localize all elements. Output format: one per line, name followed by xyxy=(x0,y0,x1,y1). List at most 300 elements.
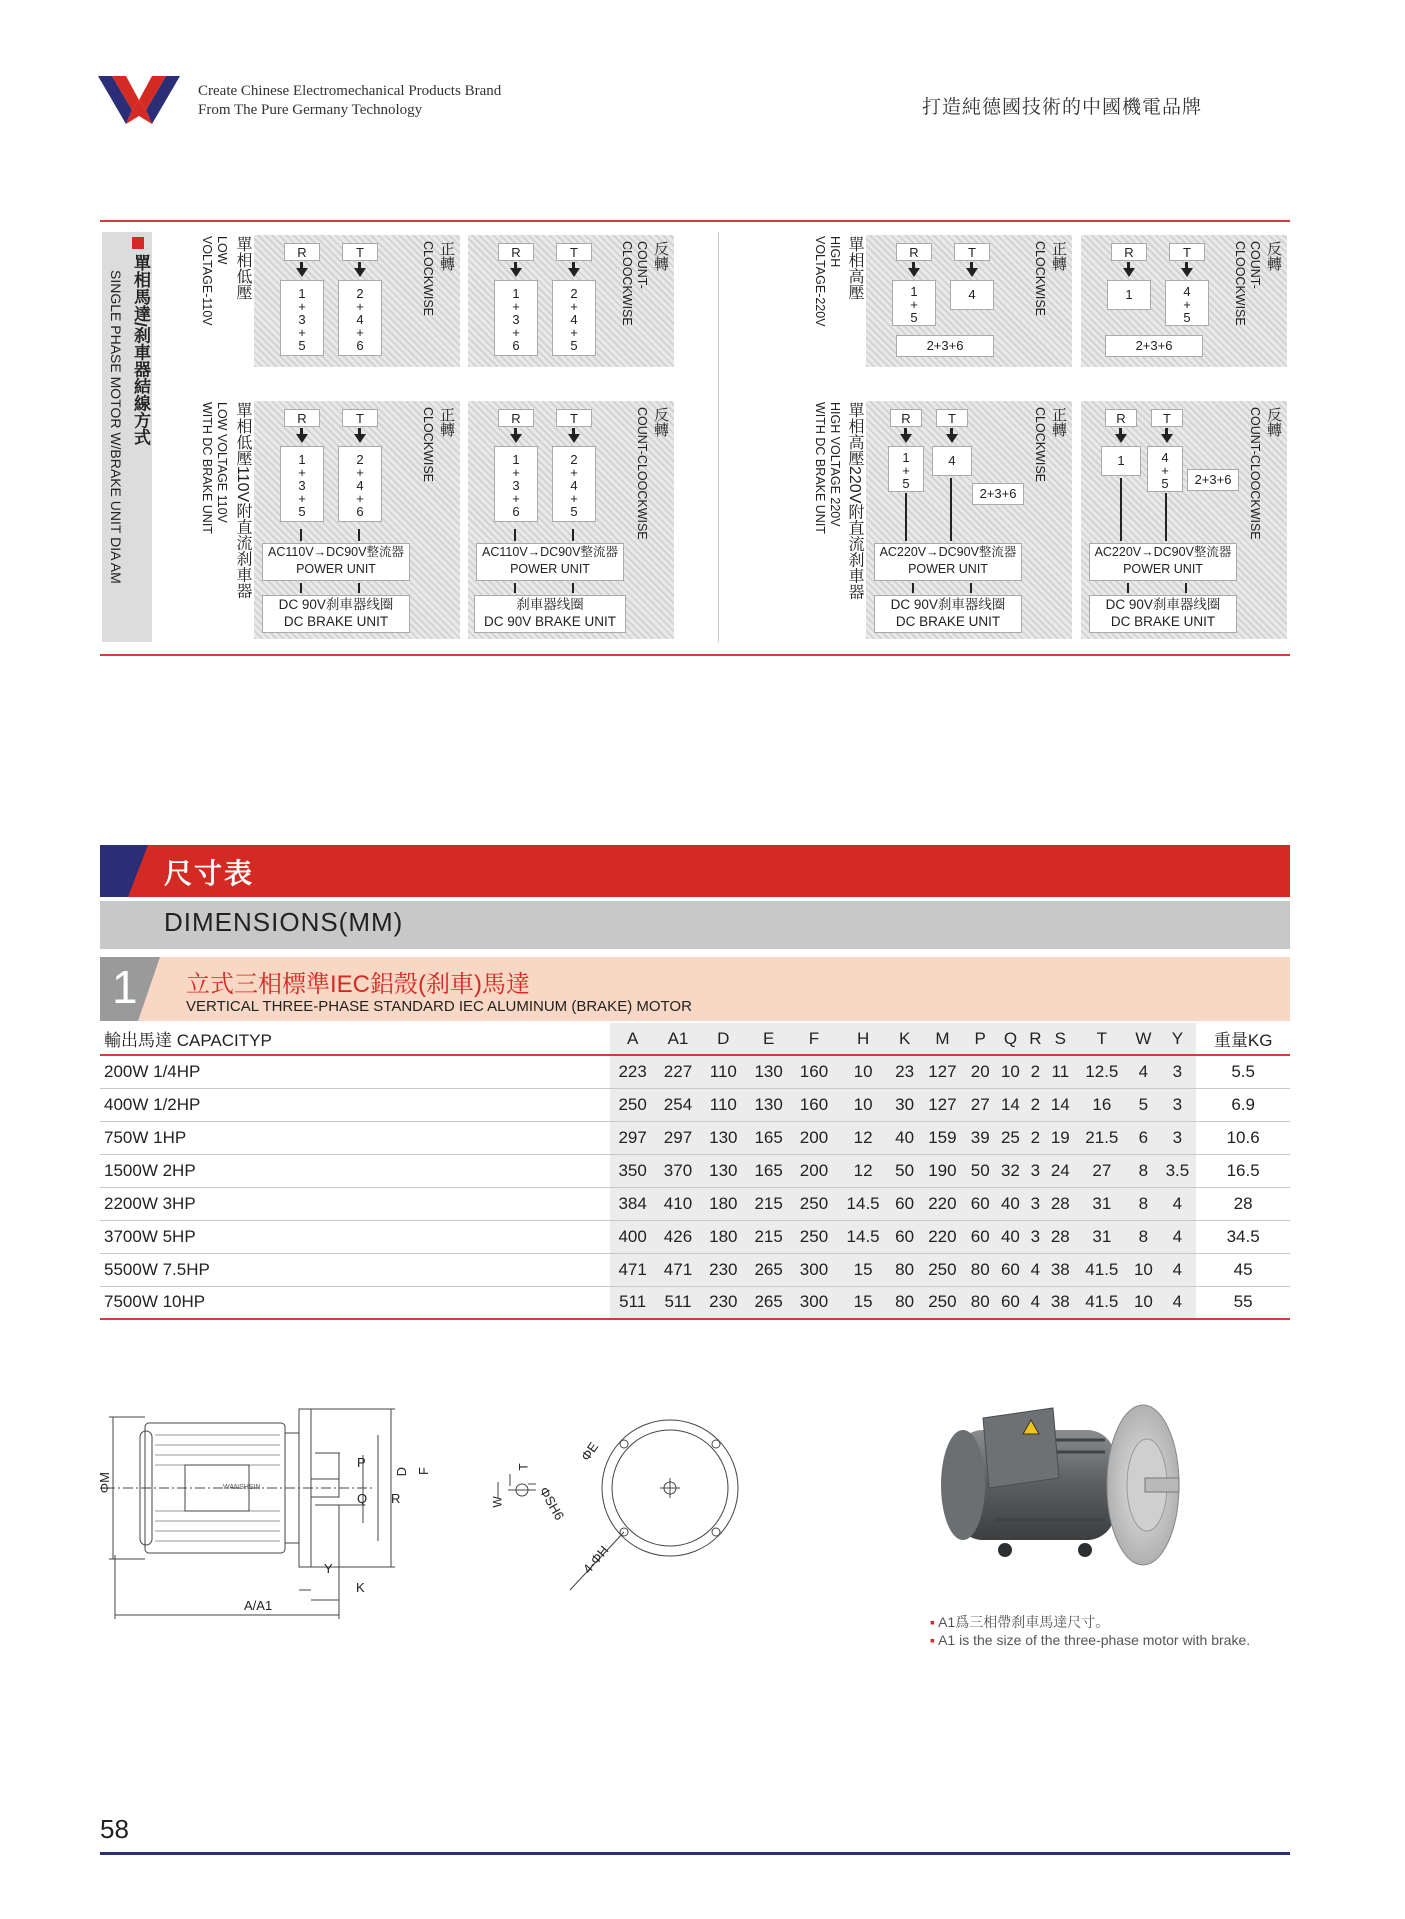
terminal-236: 2+3+6 xyxy=(1105,335,1203,357)
dim-cell: 4 xyxy=(1128,1055,1158,1088)
capacity-cell: 750W 1HP xyxy=(100,1121,610,1154)
col-header: K xyxy=(890,1023,920,1055)
dim-cell: 190 xyxy=(920,1154,965,1187)
terminal-136: 1+3+6 xyxy=(494,446,538,522)
cw-label-en: CLOCKWISE xyxy=(1033,241,1047,317)
terminal-r: R xyxy=(284,243,320,261)
power-unit-cn: AC220V→DC90V整流器 xyxy=(879,545,1017,559)
dimension-table xyxy=(100,1023,1290,1320)
capacity-cell: 2200W 3HP xyxy=(100,1187,610,1220)
wiring-panel-lv-ccw xyxy=(468,235,674,367)
power-unit-box xyxy=(262,543,410,581)
dim-cell: 20 xyxy=(965,1055,995,1088)
dim-cell: 80 xyxy=(890,1286,920,1319)
terminal-15: 1+5 xyxy=(892,280,936,326)
terminal-236: 2+3+6 xyxy=(896,335,994,357)
slogan-en xyxy=(198,82,501,120)
brand-plate: WANSHSIN xyxy=(223,1484,261,1491)
col-header: R xyxy=(1026,1023,1046,1055)
col-weight: 重量KG xyxy=(1196,1023,1290,1055)
note-en-item: ▪ A1 is the size of the three-phase motor with brake. xyxy=(930,1632,1251,1648)
wiring-panel-hvb-ccw xyxy=(1081,401,1287,639)
brand-logo xyxy=(98,76,180,130)
dim-cell: 27 xyxy=(1075,1154,1128,1187)
brake-unit-cn: DC 90V刹車器线圈 xyxy=(1105,597,1221,612)
dim-cell: 4 xyxy=(1159,1187,1197,1220)
wiring-panel-hv-ccw xyxy=(1081,235,1287,367)
ccw-label-en-a: COUNT- xyxy=(1248,241,1262,289)
dim-cell: 40 xyxy=(995,1187,1025,1220)
dim-cell: 180 xyxy=(701,1187,746,1220)
terminal-t: T xyxy=(342,243,378,261)
dim-cell: 12 xyxy=(837,1121,890,1154)
power-unit-en: POWER UNIT xyxy=(908,562,988,576)
dim-cell: 350 xyxy=(610,1154,655,1187)
dim-r: R xyxy=(391,1491,401,1506)
dimensions-title-bar xyxy=(100,845,1290,897)
capacity-cell: 7500W 10HP xyxy=(100,1286,610,1319)
table-row xyxy=(100,1154,1290,1187)
dim-cell: 265 xyxy=(746,1286,791,1319)
dim-cell: 15 xyxy=(837,1253,890,1286)
terminal-136: 1+3+6 xyxy=(494,280,538,356)
dim-cell: 250 xyxy=(791,1220,836,1253)
dim-cell: 14.5 xyxy=(837,1187,890,1220)
dim-phi-m: ΦM xyxy=(97,1472,112,1494)
dim-cell: 223 xyxy=(610,1055,655,1088)
dim-cell: 127 xyxy=(920,1088,965,1121)
ccw-label-cn: 反轉 xyxy=(1265,407,1282,437)
dim-cell: 38 xyxy=(1045,1253,1075,1286)
dim-cell: 60 xyxy=(995,1286,1025,1319)
dim-cell: 511 xyxy=(610,1286,655,1319)
dim-cell: 8 xyxy=(1128,1154,1158,1187)
col-header: H xyxy=(837,1023,890,1055)
dim-cell: 110 xyxy=(701,1055,746,1088)
terminal-45: 4+5 xyxy=(1165,280,1209,326)
dim-cell: 80 xyxy=(965,1286,995,1319)
dim-cell: 10 xyxy=(1128,1253,1158,1286)
terminal-45: 4+5 xyxy=(1147,446,1183,492)
dim-cell: 250 xyxy=(791,1187,836,1220)
dim-cell: 384 xyxy=(610,1187,655,1220)
dim-cell: 110 xyxy=(701,1088,746,1121)
dim-cell: 165 xyxy=(746,1154,791,1187)
title-bar-accent xyxy=(100,845,160,897)
arrow-down-icon xyxy=(1115,434,1127,443)
dim-cell: 3 xyxy=(1159,1055,1197,1088)
terminal-4: 4 xyxy=(932,446,972,476)
dim-cell: 471 xyxy=(655,1253,700,1286)
arrow-down-icon xyxy=(1123,268,1135,277)
dim-cell: 41.5 xyxy=(1075,1253,1128,1286)
dim-cell: 2 xyxy=(1026,1121,1046,1154)
terminal-r: R xyxy=(1111,243,1147,261)
weight-cell: 5.5 xyxy=(1196,1055,1290,1088)
page-number: 58 xyxy=(100,1814,129,1844)
dim-k: K xyxy=(356,1580,365,1595)
terminal-t: T xyxy=(954,243,990,261)
arrow-down-icon xyxy=(510,268,522,277)
hv-label-en1: HIGH xyxy=(828,236,842,268)
capacity-cell: 400W 1/2HP xyxy=(100,1088,610,1121)
table-row xyxy=(100,1253,1290,1286)
dim-cell: 4 xyxy=(1159,1220,1197,1253)
capacity-cell: 5500W 7.5HP xyxy=(100,1253,610,1286)
dim-cell: 16 xyxy=(1075,1088,1128,1121)
dim-cell: 230 xyxy=(701,1253,746,1286)
dim-cell: 39 xyxy=(965,1121,995,1154)
section-number: 1 xyxy=(112,961,138,1013)
dim-cell: 165 xyxy=(746,1121,791,1154)
col-header: W xyxy=(1128,1023,1158,1055)
ccw-label-cn: 反轉 xyxy=(652,241,669,271)
terminal-135: 1+3+5 xyxy=(280,280,324,356)
lv-label-cn: 單相低壓 xyxy=(234,236,251,300)
notes xyxy=(930,1613,1250,1649)
arrow-down-icon xyxy=(568,268,580,277)
dim-cell: 130 xyxy=(746,1088,791,1121)
wiring-panel-lvb-ccw xyxy=(468,401,674,639)
table-row xyxy=(100,1187,1290,1220)
terminal-135: 1+3+5 xyxy=(280,446,324,522)
lvb-label-en2: WITH DC BRAKE UNIT xyxy=(200,402,214,534)
dim-4-phi-h: 4-ΦH xyxy=(579,1542,612,1577)
hv-label-cn: 單相高壓 xyxy=(846,236,863,300)
capacity-cell: 200W 1/4HP xyxy=(100,1055,610,1088)
col-header: D xyxy=(701,1023,746,1055)
terminal-t: T xyxy=(556,243,592,261)
dim-cell: 3.5 xyxy=(1159,1154,1197,1187)
dim-cell: 50 xyxy=(890,1154,920,1187)
dim-cell: 230 xyxy=(701,1286,746,1319)
dim-cell: 80 xyxy=(890,1253,920,1286)
dim-cell: 30 xyxy=(890,1088,920,1121)
wiring-top-rule xyxy=(100,220,1290,222)
dim-cell: 10 xyxy=(995,1055,1025,1088)
col-capacity: 輸出馬達 CAPACITYP xyxy=(100,1023,610,1055)
table-row xyxy=(100,1286,1290,1319)
dim-cell: 3 xyxy=(1026,1220,1046,1253)
wiring-bottom-rule xyxy=(100,654,1290,656)
note-cn: A1爲三相帶刹車馬達尺寸。 xyxy=(938,1614,1110,1630)
motor-flange-view-drawing xyxy=(490,1400,755,1600)
dim-cell: 426 xyxy=(655,1220,700,1253)
power-unit-en: POWER UNIT xyxy=(1123,562,1203,576)
dim-cell: 14 xyxy=(995,1088,1025,1121)
hvb-label-en1: HIGH VOLTAGE 220V xyxy=(828,402,842,527)
power-unit-cn: AC220V→DC90V整流器 xyxy=(1094,545,1232,559)
weight-cell: 16.5 xyxy=(1196,1154,1290,1187)
table-row xyxy=(100,1055,1290,1088)
footer-rule xyxy=(100,1852,1290,1855)
lv-label-en2: VOLTAGE-110V xyxy=(200,236,214,326)
dim-cell: 2 xyxy=(1026,1055,1046,1088)
dim-cell: 50 xyxy=(965,1154,995,1187)
arrow-down-icon xyxy=(296,268,308,277)
wiring-panel-hvb-cw xyxy=(866,401,1072,639)
section-title-en: VERTICAL THREE-PHASE STANDARD IEC ALUMINUM (BRAKE) MOTOR xyxy=(186,998,692,1015)
ccw-label-en-b: CLOOCKWISE xyxy=(1233,241,1247,326)
dim-cell: 215 xyxy=(746,1187,791,1220)
terminal-246: 2+4+6 xyxy=(338,280,382,356)
terminal-t: T xyxy=(556,409,592,427)
dim-cell: 4 xyxy=(1026,1253,1046,1286)
power-unit-box xyxy=(1089,543,1237,581)
weight-cell: 6.9 xyxy=(1196,1088,1290,1121)
dim-cell: 220 xyxy=(920,1187,965,1220)
weight-cell: 10.6 xyxy=(1196,1121,1290,1154)
dim-y: Y xyxy=(324,1561,333,1576)
dim-cell: 12 xyxy=(837,1154,890,1187)
col-header: F xyxy=(791,1023,836,1055)
dim-cell: 14.5 xyxy=(837,1220,890,1253)
motor-photo xyxy=(935,1390,1205,1580)
capacity-cell: 3700W 5HP xyxy=(100,1220,610,1253)
section-title-cn: 立式三相標準IEC鋁殼(刹車)馬達 xyxy=(186,971,530,998)
cw-label-en: CLOCKWISE xyxy=(421,407,435,483)
dim-cell: 250 xyxy=(920,1286,965,1319)
power-unit-en: POWER UNIT xyxy=(296,562,376,576)
dim-phi-sh6: ΦSH6 xyxy=(536,1484,568,1523)
dim-cell: 4 xyxy=(1159,1253,1197,1286)
col-header: Q xyxy=(995,1023,1025,1055)
dim-cell: 400 xyxy=(610,1220,655,1253)
arrow-down-icon xyxy=(946,434,958,443)
dim-cell: 220 xyxy=(920,1220,965,1253)
hvb-label-cn: 單相高壓220V附直流刹車器 xyxy=(846,402,863,600)
terminal-1: 1 xyxy=(1107,280,1151,310)
dimensions-title-cn: 尺寸表 xyxy=(164,858,255,889)
dim-cell: 24 xyxy=(1045,1154,1075,1187)
dim-cell: 200 xyxy=(791,1121,836,1154)
brake-unit-box xyxy=(1089,595,1237,633)
power-unit-box xyxy=(476,543,624,581)
dim-t: T xyxy=(516,1463,531,1471)
dim-cell: 159 xyxy=(920,1121,965,1154)
capacity-cell: 1500W 2HP xyxy=(100,1154,610,1187)
col-header: Y xyxy=(1159,1023,1197,1055)
dim-cell: 27 xyxy=(965,1088,995,1121)
cw-label-cn: 正轉 xyxy=(438,241,455,271)
col-header: T xyxy=(1075,1023,1128,1055)
terminal-r: R xyxy=(498,243,534,261)
terminal-236: 2+3+6 xyxy=(1187,469,1239,491)
arrow-down-icon xyxy=(1161,434,1173,443)
ccw-label-cn: 反轉 xyxy=(1265,241,1282,271)
arrow-down-icon xyxy=(296,434,308,443)
dim-cell: 23 xyxy=(890,1055,920,1088)
dim-cell: 127 xyxy=(920,1055,965,1088)
dim-f: F xyxy=(416,1467,431,1475)
arrow-down-icon xyxy=(966,268,978,277)
terminal-t: T xyxy=(1169,243,1205,261)
dim-cell: 6 xyxy=(1128,1121,1158,1154)
power-unit-en: POWER UNIT xyxy=(510,562,590,576)
arrow-down-icon xyxy=(354,434,366,443)
cw-label-cn: 正轉 xyxy=(1050,241,1067,271)
dim-cell: 5 xyxy=(1128,1088,1158,1121)
dim-cell: 297 xyxy=(610,1121,655,1154)
dim-cell: 60 xyxy=(890,1187,920,1220)
dim-cell: 160 xyxy=(791,1088,836,1121)
dim-cell: 300 xyxy=(791,1253,836,1286)
lvb-label-en1: LOW VOLTAGE 110V xyxy=(215,402,229,523)
slogan-line1: Create Chinese Electromechanical Products Brand xyxy=(198,83,502,99)
cw-label-en: CLOCKWISE xyxy=(421,241,435,317)
dim-cell: 200 xyxy=(791,1154,836,1187)
hvb-label-en2: WITH DC BRAKE UNIT xyxy=(813,402,827,534)
brake-unit-en: DC 90V BRAKE UNIT xyxy=(483,614,617,629)
dim-cell: 15 xyxy=(837,1286,890,1319)
dim-cell: 14 xyxy=(1045,1088,1075,1121)
note-en: A1 is the size of the three-phase motor with brake. xyxy=(938,1632,1251,1648)
table-header-row xyxy=(100,1023,1290,1055)
dim-cell: 250 xyxy=(610,1088,655,1121)
col-header: E xyxy=(746,1023,791,1055)
dim-cell: 10 xyxy=(837,1055,890,1088)
dim-cell: 28 xyxy=(1045,1187,1075,1220)
arrow-down-icon xyxy=(510,434,522,443)
dim-cell: 12.5 xyxy=(1075,1055,1128,1088)
terminal-15: 1+5 xyxy=(888,446,924,492)
dim-cell: 60 xyxy=(965,1220,995,1253)
brake-unit-box xyxy=(874,595,1022,633)
dim-cell: 130 xyxy=(701,1154,746,1187)
arrow-down-icon xyxy=(1181,268,1193,277)
red-square-icon xyxy=(132,237,144,249)
cw-label-en: CLOCKWISE xyxy=(1033,407,1047,483)
dim-cell: 130 xyxy=(746,1055,791,1088)
dim-p: P xyxy=(357,1455,366,1470)
col-header: A xyxy=(610,1023,655,1055)
ccw-label-en-a: COUNT- xyxy=(635,241,649,289)
brake-unit-en: DC BRAKE UNIT xyxy=(1110,614,1216,629)
slogan-cn: 打造純德國技術的中國機電品牌 xyxy=(922,97,1203,118)
dim-q: Q xyxy=(357,1491,368,1506)
terminal-r: R xyxy=(1105,409,1137,427)
brake-unit-cn: DC 90V刹車器线圈 xyxy=(278,597,394,612)
dim-cell: 130 xyxy=(701,1121,746,1154)
brake-unit-box xyxy=(262,595,410,633)
dim-cell: 160 xyxy=(791,1055,836,1088)
dim-cell: 60 xyxy=(995,1253,1025,1286)
hv-label-en2: VOLTAGE-220V xyxy=(813,236,827,327)
arrow-down-icon xyxy=(354,268,366,277)
dim-w: W xyxy=(490,1496,505,1508)
dim-cell: 80 xyxy=(965,1253,995,1286)
terminal-245: 2+4+5 xyxy=(552,446,596,522)
dim-cell: 511 xyxy=(655,1286,700,1319)
dim-cell: 38 xyxy=(1045,1286,1075,1319)
arrow-down-icon xyxy=(568,434,580,443)
slogan-line2: From The Pure Germany Technology xyxy=(198,102,423,118)
wiring-panel-hv-cw xyxy=(866,235,1072,367)
dim-cell: 60 xyxy=(890,1220,920,1253)
dim-cell: 3 xyxy=(1026,1154,1046,1187)
dim-cell: 28 xyxy=(1045,1220,1075,1253)
brake-unit-cn: DC 90V刹車器线圈 xyxy=(890,597,1006,612)
weight-cell: 28 xyxy=(1196,1187,1290,1220)
dim-cell: 32 xyxy=(995,1154,1025,1187)
weight-cell: 45 xyxy=(1196,1253,1290,1286)
terminal-4: 4 xyxy=(950,280,994,310)
terminal-r: R xyxy=(498,409,534,427)
ccw-label-en: COUNT-CLOOCKWISE xyxy=(635,407,649,540)
dim-cell: 21.5 xyxy=(1075,1121,1128,1154)
lvb-label-cn: 單相低壓110V附直流刹車器 xyxy=(234,402,251,599)
terminal-t: T xyxy=(342,409,378,427)
cw-label-cn: 正轉 xyxy=(1050,407,1067,437)
dim-cell: 250 xyxy=(920,1253,965,1286)
dim-cell: 4 xyxy=(1159,1286,1197,1319)
dim-a-a1: A/A1 xyxy=(244,1598,273,1613)
lv-label-en1: LOW xyxy=(215,236,229,265)
dim-cell: 215 xyxy=(746,1220,791,1253)
wiring-title-en: SINGLE PHASE MOTOR W/BRAKE UNIT DIA AM xyxy=(108,270,124,584)
dim-cell: 41.5 xyxy=(1075,1286,1128,1319)
dim-cell: 40 xyxy=(995,1220,1025,1253)
dim-cell: 265 xyxy=(746,1253,791,1286)
dim-cell: 10 xyxy=(837,1088,890,1121)
dim-cell: 254 xyxy=(655,1088,700,1121)
brake-unit-en: DC BRAKE UNIT xyxy=(283,614,389,629)
dim-cell: 3 xyxy=(1026,1187,1046,1220)
power-unit-box xyxy=(874,543,1022,581)
motor-side-view-drawing xyxy=(95,1395,440,1620)
power-unit-cn: AC110V→DC90V整流器 xyxy=(268,545,404,559)
terminal-236: 2+3+6 xyxy=(972,483,1024,505)
arrow-down-icon xyxy=(908,268,920,277)
terminal-245: 2+4+5 xyxy=(552,280,596,356)
dim-cell: 3 xyxy=(1159,1088,1197,1121)
dim-cell: 31 xyxy=(1075,1187,1128,1220)
dim-cell: 471 xyxy=(610,1253,655,1286)
terminal-r: R xyxy=(890,409,922,427)
note-cn-item: ▪ A1爲三相帶刹車馬達尺寸。 xyxy=(930,1614,1110,1630)
dim-cell: 227 xyxy=(655,1055,700,1088)
wiring-panel-lvb-cw xyxy=(254,401,460,639)
col-header: M xyxy=(920,1023,965,1055)
terminal-246: 2+4+6 xyxy=(338,446,382,522)
dim-cell: 180 xyxy=(701,1220,746,1253)
terminal-t: T xyxy=(1151,409,1183,427)
table-row xyxy=(100,1220,1290,1253)
dim-cell: 11 xyxy=(1045,1055,1075,1088)
dim-cell: 31 xyxy=(1075,1220,1128,1253)
ccw-label-cn: 反轉 xyxy=(652,407,669,437)
table-row xyxy=(100,1088,1290,1121)
dimensions-title-en: DIMENSIONS(MM) xyxy=(164,907,404,937)
dim-phi-e: ΦE xyxy=(577,1439,602,1464)
table-row xyxy=(100,1121,1290,1154)
col-header: A1 xyxy=(655,1023,700,1055)
dim-cell: 40 xyxy=(890,1121,920,1154)
dim-cell: 10 xyxy=(1128,1286,1158,1319)
dim-cell: 4 xyxy=(1026,1286,1046,1319)
dim-cell: 25 xyxy=(995,1121,1025,1154)
dim-cell: 19 xyxy=(1045,1121,1075,1154)
brake-coil-cn: 刹車器线圈 xyxy=(516,597,584,612)
col-header: P xyxy=(965,1023,995,1055)
weight-cell: 34.5 xyxy=(1196,1220,1290,1253)
weight-cell: 55 xyxy=(1196,1286,1290,1319)
arrow-down-icon xyxy=(900,434,912,443)
terminal-r: R xyxy=(896,243,932,261)
dim-d: D xyxy=(394,1467,409,1477)
dim-cell: 300 xyxy=(791,1286,836,1319)
dim-cell: 8 xyxy=(1128,1220,1158,1253)
